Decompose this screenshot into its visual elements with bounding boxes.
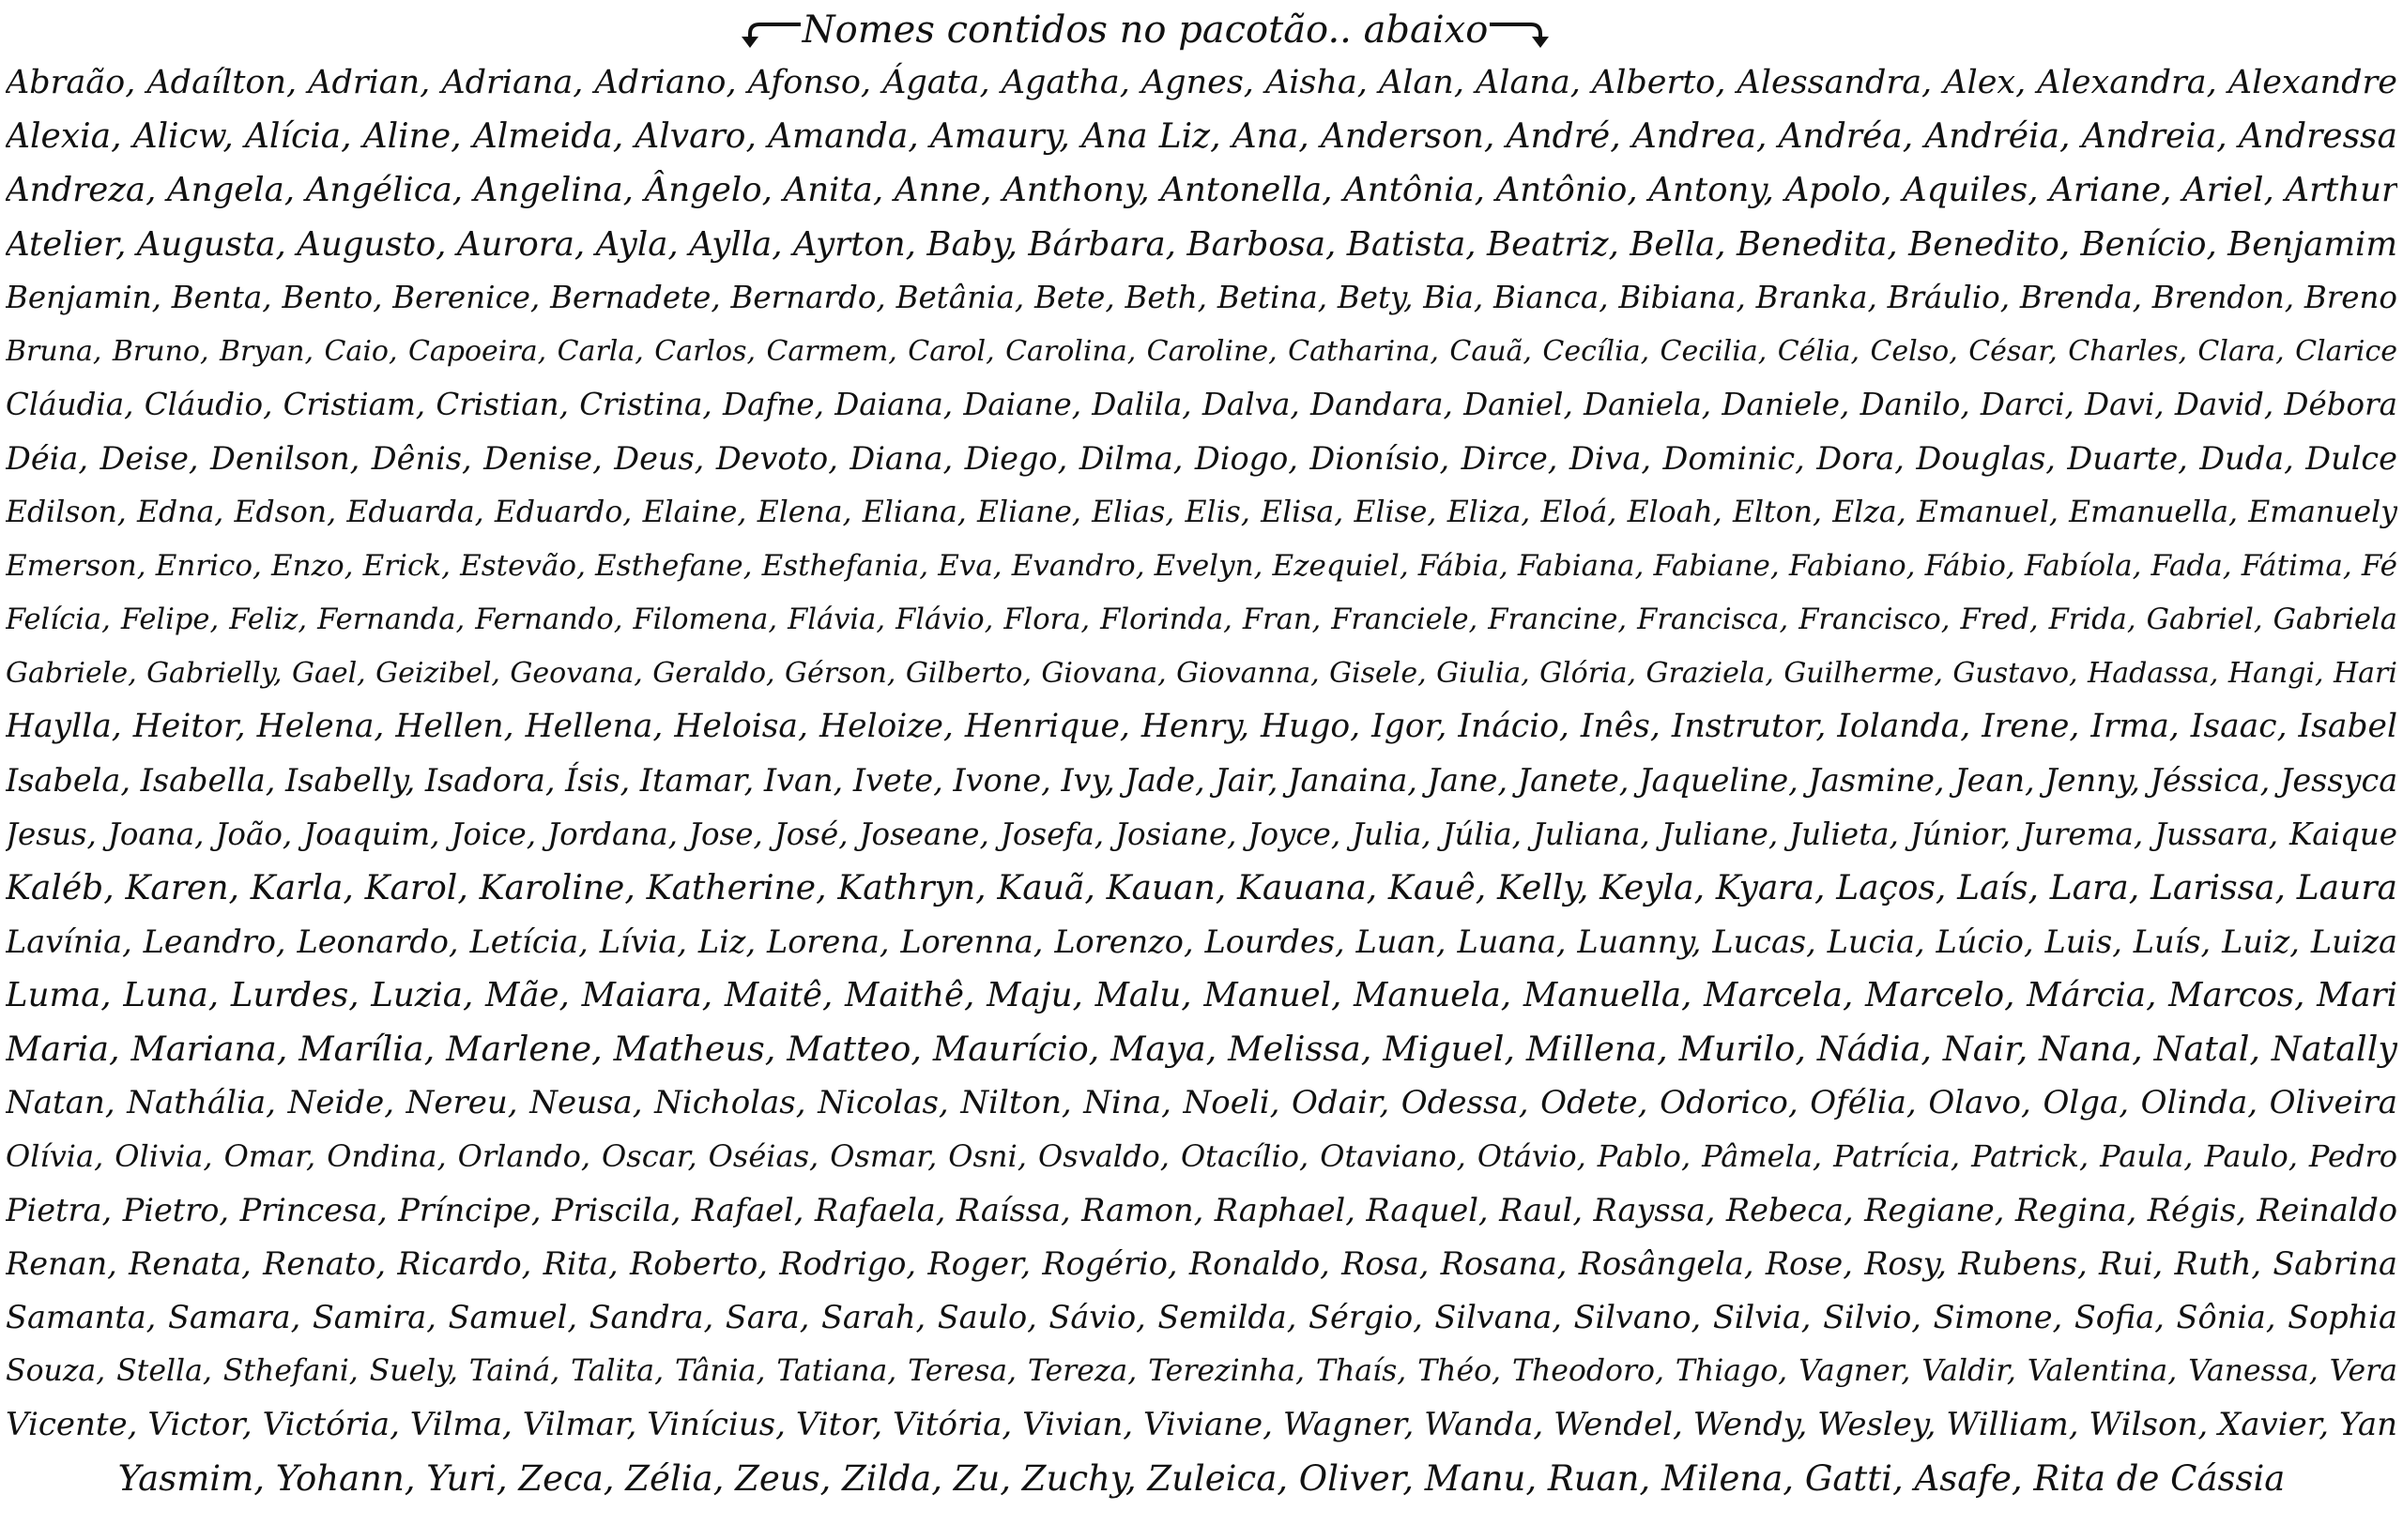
names-line: Emerson, Enrico, Enzo, Erick, Estevão, Esthefane, Esthefania, Eva, Evandro, Evelyn, Ezequiel, Fábia, Fabiana, Fabiane, Fabiano, Fábio, Fabíola, Fada, Fátima, Fé [6, 548, 2397, 583]
names-line: Abraão, Adaílton, Adrian, Adriana, Adriano, Afonso, Ágata, Agatha, Agnes, Aisha, Alan, Alana, Alberto, Alessandra, Alex, Alexandra, Alexandre [6, 64, 2397, 101]
names-line: Isabela, Isabella, Isabelly, Isadora, Ísis, Itamar, Ivan, Ivete, Ivone, Ivy, Jade, Jair, Janaina, Jane, Janete, Jaqueline, Jasmine, Jean, Jenny, Jéssica, Jessyca [6, 762, 2397, 800]
names-line: Felícia, Felipe, Feliz, Fernanda, Fernando, Filomena, Flávia, Flávio, Flora, Florinda, Fran, Franciele, Francine, Francisca, Francisco, Fred, Frida, Gabriel, Gabriela [6, 602, 2397, 636]
header-inner [737, 8, 1554, 53]
curved-arrow-down-left-icon [737, 11, 803, 49]
names-line: Maria, Mariana, Marília, Marlene, Matheus, Matteo, Maurício, Maya, Melissa, Miguel, Millena, Murilo, Nádia, Nair, Nana, Natal, Natally [6, 1029, 2397, 1070]
header-title: Nomes contidos no pacotão.. abaixo [802, 8, 1489, 52]
curved-arrow-down-right-icon [1488, 11, 1554, 49]
names-line: Vicente, Victor, Victória, Vilma, Vilmar, Vinícius, Vitor, Vitória, Vivian, Viviane, Wagner, Wanda, Wendel, Wendy, Wesley, William, Wilson, Xavier, Yan [6, 1405, 2397, 1443]
header [0, 8, 2403, 53]
names-line: Samanta, Samara, Samira, Samuel, Sandra, Sara, Sarah, Saulo, Sávio, Semilda, Sérgio, Silvana, Silvano, Silvia, Silvio, Simone, Sofia, Sônia, Sophia [6, 1299, 2397, 1336]
names-line: Haylla, Heitor, Helena, Hellen, Hellena, Heloisa, Heloize, Henrique, Henry, Hugo, Igor, Inácio, Inês, Instrutor, Iolanda, Irene, Irma, Isaac, Isabel [6, 708, 2397, 746]
names-line: Benjamin, Benta, Bento, Berenice, Bernadete, Bernardo, Betânia, Bete, Beth, Betina, Bety, Bia, Bianca, Bibiana, Branka, Bráulio, Brenda, Brendon, Breno [6, 279, 2397, 315]
names-line: Andreza, Angela, Angélica, Angelina, Ângelo, Anita, Anne, Anthony, Antonella, Antônia, Antônio, Antony, Apolo, Aquiles, Ariane, Ariel, Arthur [6, 171, 2397, 210]
names-line: Natan, Nathália, Neide, Nereu, Neusa, Nicholas, Nicolas, Nilton, Nina, Noeli, Odair, Odessa, Odete, Odorico, Ofélia, Olavo, Olga, Olinda, Oliveira [6, 1083, 2397, 1121]
names-line: Atelier, Augusta, Augusto, Aurora, Ayla, Aylla, Ayrton, Baby, Bárbara, Barbosa, Batista, Beatriz, Bella, Benedita, Benedito, Benício, Benjamim [6, 224, 2397, 264]
names-line: Kaléb, Karen, Karla, Karol, Karoline, Katherine, Kathryn, Kauã, Kauan, Kauana, Kauê, Kelly, Keyla, Kyara, Laços, Laís, Lara, Larissa, Laura [6, 868, 2397, 907]
names-line: Alexia, Alicw, Alícia, Aline, Almeida, Alvaro, Amanda, Amaury, Ana Liz, Ana, Anderson, André, Andrea, Andréa, Andréia, Andreia, Andressa [6, 117, 2397, 157]
names-line: Olívia, Olivia, Omar, Ondina, Orlando, Oscar, Oséias, Osmar, Osni, Osvaldo, Otacílio, Otaviano, Otávio, Pablo, Pâmela, Patrícia, Patrick, Paula, Paulo, Pedro [6, 1137, 2397, 1174]
names-line: Souza, Stella, Sthefani, Suely, Tainá, Talita, Tânia, Tatiana, Teresa, Tereza, Terezinha, Thaís, Théo, Theodoro, Thiago, Vagner, Valdir, Valentina, Vanessa, Vera [6, 1353, 2397, 1388]
names-line: Lavínia, Leandro, Leonardo, Letícia, Lívia, Liz, Lorena, Lorenna, Lorenzo, Lourdes, Luan, Luana, Luanny, Lucas, Lucia, Lúcio, Luis, Luís, Luiz, Luiza [6, 923, 2397, 960]
names-line: Luma, Luna, Lurdes, Luzia, Mãe, Maiara, Maitê, Maithê, Maju, Malu, Manuel, Manuela, Manuella, Marcela, Marcelo, Márcia, Marcos, Mari [6, 976, 2397, 1015]
names-line: Déia, Deise, Denilson, Dênis, Denise, Deus, Devoto, Diana, Diego, Dilma, Diogo, Dionísio, Dirce, Diva, Dominic, Dora, Douglas, Duarte, Duda, Dulce [6, 440, 2397, 478]
names-line: Bruna, Bruno, Bryan, Caio, Capoeira, Carla, Carlos, Carmem, Carol, Carolina, Caroline, Catharina, Cauã, Cecília, Cecilia, Célia, Celso, César, Charles, Clara, Clarice [6, 334, 2397, 368]
names-line: Yasmim, Yohann, Yuri, Zeca, Zélia, Zeus, Zilda, Zu, Zuchy, Zuleica, Oliver, Manu, Ruan, Milena, Gatti, Asafe, Rita de Cássia [117, 1457, 2286, 1499]
names-line: Cláudia, Cláudio, Cristiam, Cristian, Cristina, Dafne, Daiana, Daiane, Dalila, Dalva, Dandara, Daniel, Daniela, Daniele, Danilo, Darci, Davi, David, Débora [6, 387, 2397, 423]
names-line: Gabriele, Gabrielly, Gael, Geizibel, Geovana, Geraldo, Gérson, Gilberto, Giovana, Giovanna, Gisele, Giulia, Glória, Graziela, Guilherme, Gustavo, Hadassa, Hangi, Hari [6, 657, 2397, 691]
names-line: Pietra, Pietro, Princesa, Príncipe, Priscila, Rafael, Rafaela, Raíssa, Ramon, Raphael, Raquel, Raul, Rayssa, Rebeca, Regiane, Regina, Régis, Reinaldo [6, 1191, 2397, 1228]
names-list [6, 56, 2397, 1505]
names-line: Edilson, Edna, Edson, Eduarda, Eduardo, Elaine, Elena, Eliana, Eliane, Elias, Elis, Elisa, Elise, Eliza, Eloá, Eloah, Elton, Elza, Emanuel, Emanuella, Emanuely [6, 495, 2397, 529]
names-line: Jesus, Joana, João, Joaquim, Joice, Jordana, Jose, José, Joseane, Josefa, Josiane, Joyce, Julia, Júlia, Juliana, Juliane, Julieta, Júnior, Jurema, Jussara, Kaique [6, 816, 2397, 852]
names-line: Renan, Renata, Renato, Ricardo, Rita, Roberto, Rodrigo, Roger, Rogério, Ronaldo, Rosa, Rosana, Rosângela, Rose, Rosy, Rubens, Rui, Ruth, Sabrina [6, 1245, 2397, 1283]
